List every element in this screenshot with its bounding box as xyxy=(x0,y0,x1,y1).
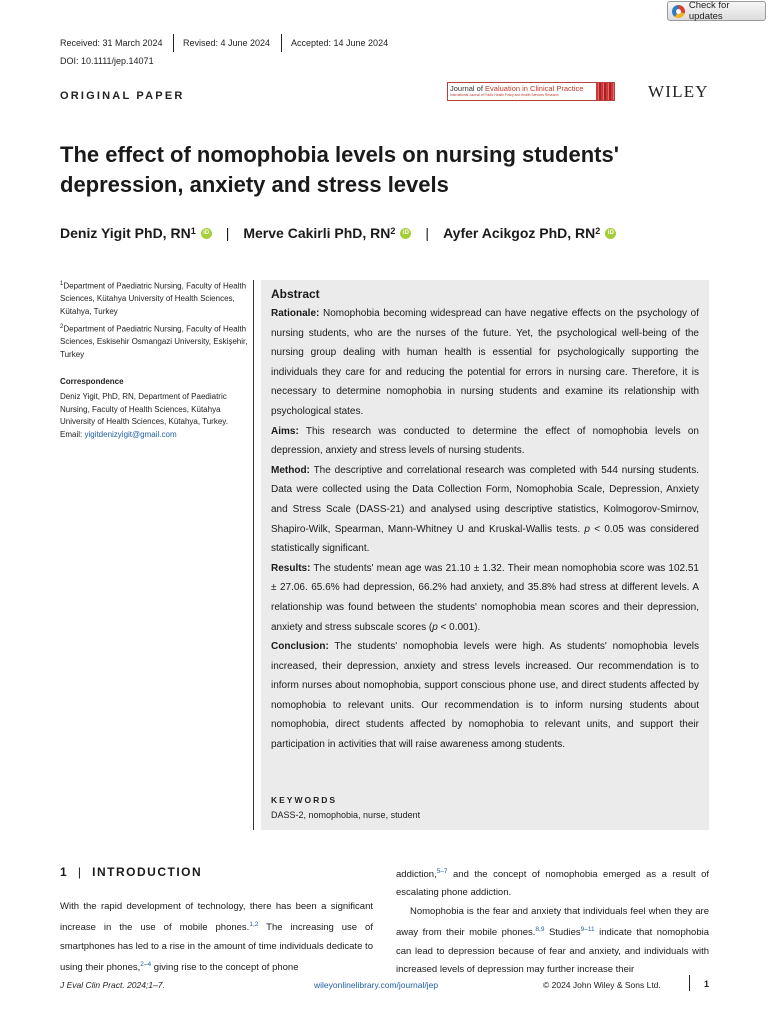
author-name[interactable]: Deniz Yigit PhD, RN xyxy=(60,225,191,241)
keywords-heading: KEYWORDS xyxy=(271,795,338,805)
abstract-aims: Aims: This research was conducted to determine the effect of nomophobia levels on depression, anxiety and stress levels of nursing students. xyxy=(271,425,699,457)
abstract-conclusion: Conclusion: The students' nomophobia levels were high. As students' nomophobia levels increased, their depression, anxiety and stress levels increased. Our recommendation is to inform nurses about nomophobia, support conscious phone use, and direct students affected by nomophobia to relevant units. Our recommendation is to inform nursing students about nomophobia, direct students affected by nomophobia to relevant units, and support their participation in activities that will raise awareness among students. xyxy=(271,641,699,751)
paper-type: ORIGINAL PAPER xyxy=(60,90,185,102)
abstract-heading: Abstract xyxy=(271,287,320,301)
column-divider xyxy=(253,280,254,830)
orcid-icon[interactable]: iD xyxy=(201,228,212,239)
orcid-icon[interactable]: iD xyxy=(400,228,411,239)
publisher-logo[interactable]: WILEY xyxy=(648,82,709,101)
abstract-results: Results: The students' mean age was 21.10 ± 1.32. Their mean nomophobia score was 102.51 ± 27.06. 65.6% had depression, 66.2% had anxiety, and 35.8% had stress at different levels. A relationship was found between the students' nomophobia mean scores and their depression, anxiety and stress subscale scores (p < 0.001). xyxy=(271,562,699,633)
footer-citation: J Eval Clin Pract. 2024;1–7. xyxy=(60,980,165,990)
crossmark-icon xyxy=(672,5,685,18)
divider xyxy=(281,34,282,52)
section-heading: 1 | INTRODUCTION xyxy=(60,865,203,879)
author-affiliation-mark: 2 xyxy=(390,226,396,236)
abstract-body xyxy=(271,304,699,755)
affiliation: $^2$Department of Paediatric Nursing, Faculty of Health Sciences, Eskisehir Osmangazi University, Eskişehir, Turkey xyxy=(60,324,248,359)
divider xyxy=(173,34,174,52)
accepted-date: Accepted: 14 June 2024 xyxy=(291,38,389,48)
citation-link[interactable]: 9–11 xyxy=(580,926,595,934)
article-title: The effect of nomophobia levels on nursing students' depression, anxiety and stress levels xyxy=(60,142,619,197)
author-affiliation-mark: 2 xyxy=(595,226,601,236)
keywords-list: DASS-2, nomophobia, nurse, student xyxy=(271,810,421,820)
author-separator: | xyxy=(225,225,230,241)
citation-link[interactable]: 5–7 xyxy=(436,868,448,875)
journal-logo-image xyxy=(596,83,614,100)
abstract-rationale: Rationale: Nomophobia becoming widespread can have negative effects on the psychology of nursing students, who are the nurses of the future. Yet, the psychological well-being of the nursing group dealing with human health is essential for psychologically supporting the individuals they care for and reducing the potential for errors in nursing care. Therefore, it is necessary to determine nomophobia in nursing students and examine its relationship with psychological states. xyxy=(271,308,699,417)
citation-link[interactable]: 2–4 xyxy=(140,961,152,969)
check-for-updates-button[interactable] xyxy=(667,1,766,21)
correspondence-heading: Correspondence xyxy=(60,377,124,386)
author-name[interactable]: Merve Cakirli PhD, RN xyxy=(243,225,391,241)
revised-date: Revised: 4 June 2024 xyxy=(183,38,271,48)
author-list xyxy=(60,225,616,241)
orcid-icon[interactable]: iD xyxy=(605,228,616,239)
intro-paragraph-right: addiction,$^{5-7}$ and the concept of nomophobia emerged as a result of escalating phone addiction. Nomophobia is the fear and anxiety that individuals feel when they are away from their mobile phones.$^{8,9}$ Studies$^{9-11}$ indicate that nomophobia can lead to depression because of fear and anxiety, and individuals with increased levels of depression may further increase their xyxy=(396,868,709,975)
page-number: 1 xyxy=(704,979,710,989)
abstract-method: Method: The descriptive and correlational research was completed with 544 nursing students. Data were collected using the Data Collection Form, Nomophobia Scale, Depression, Anxiety and Stress Scale (DASS-21) and analysed using descriptive statistics, Kolmogorov-Smirnov, Shapiro-Wilk, Spearman, Mann-Whitney U and Kruskal-Wallis tests. p < 0.05 was considered statistically significant. xyxy=(271,464,699,555)
affiliation: $^1$Department of Paediatric Nursing, Faculty of Health Sciences, Kütahya University of Health Sciences, Kütahya, Turkey xyxy=(60,281,247,316)
footer-copyright: © 2024 John Wiley & Sons Ltd. xyxy=(543,980,661,990)
journal-name: Journal of Evaluation in Clinical Practice xyxy=(450,84,584,93)
doi[interactable]: DOI: 10.1111/jep.14071 xyxy=(60,56,154,66)
author-name[interactable]: Ayfer Acikgoz PhD, RN xyxy=(443,225,596,241)
check-for-updates-label: Check for updates xyxy=(688,0,730,22)
received-date: Received: 31 March 2024 xyxy=(60,38,163,48)
email-link[interactable]: yigitdenizyigit@gmail.com xyxy=(84,429,177,439)
intro-paragraph-left: With the rapid development of technology, there has been a significant increase in the use of mobile phones.$^{1,2}$ The increasing use of smartphones has led to a rise in the amount of time individuals dedicate to using their phones,$^{2-4}$ giving rise to the concept of phone xyxy=(60,901,373,974)
citation-link[interactable]: 8,9 xyxy=(535,926,545,934)
divider xyxy=(689,975,690,991)
correspondence-body: Deniz Yigit, PhD, RN, Department of Paediatric Nursing, Faculty of Health Sciences, Kütahya University of Health Sciences, Kütahya, Turkey. Email: yigitdenizyigit@gmail.com xyxy=(60,392,228,439)
author-affiliation-mark: 1 xyxy=(190,226,196,236)
journal-logo[interactable] xyxy=(447,82,615,101)
journal-logo-text xyxy=(448,83,596,100)
author-separator: | xyxy=(425,225,430,241)
journal-subtitle: International Journal of Public Health Policy and Health Services Research xyxy=(450,93,560,97)
citation-link[interactable]: 1,2 xyxy=(249,921,259,929)
footer-journal-link[interactable]: wileyonlinelibrary.com/journal/jep xyxy=(314,980,439,990)
